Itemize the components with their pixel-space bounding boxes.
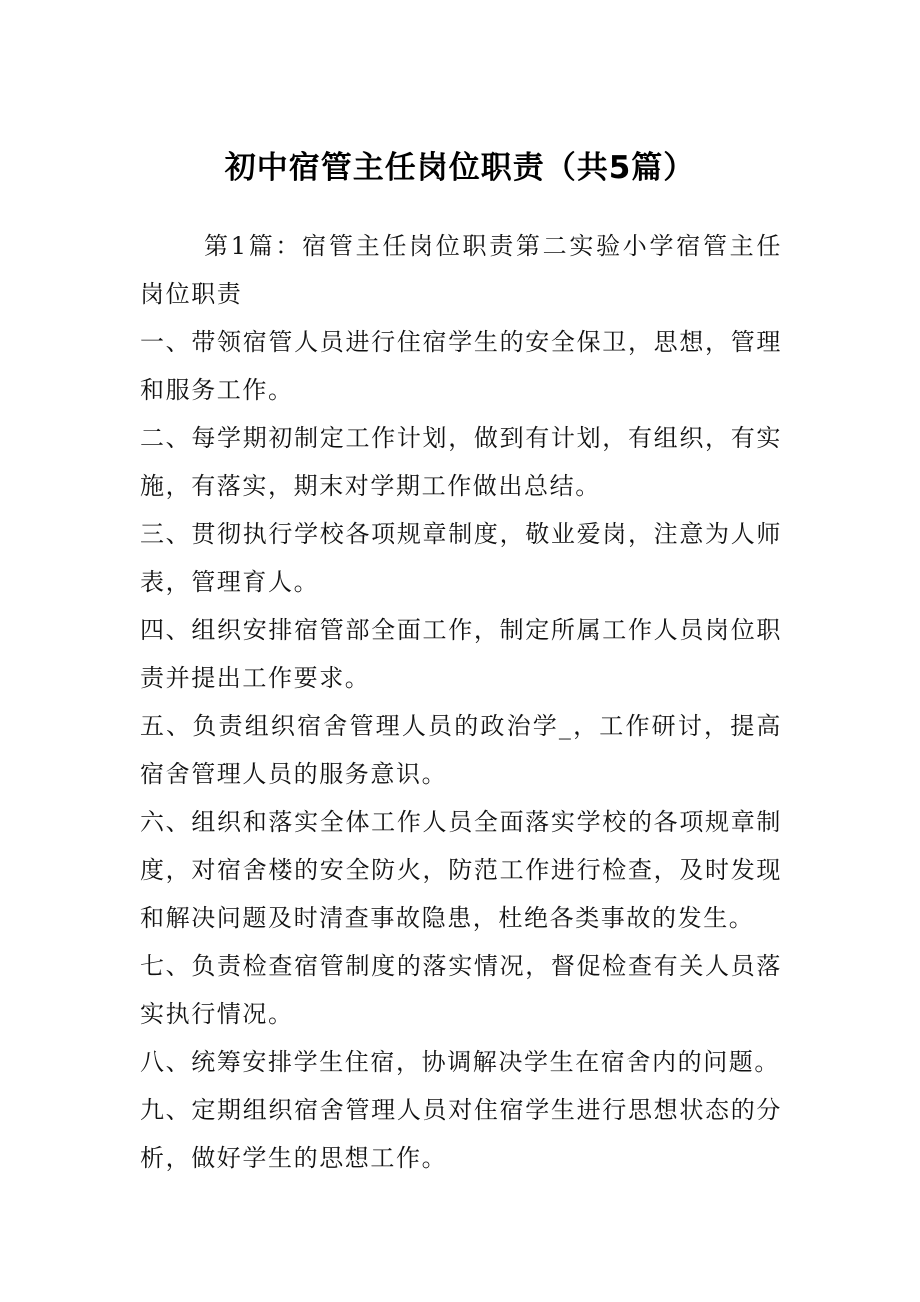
paragraph-item-1: 一、带领宿管人员进行住宿学生的安全保卫，思想，管理和服务工作。 (140, 328, 782, 404)
paragraph-item-9: 九、定期组织宿舍管理人员对住宿学生进行思想状态的分析，做好学生的思想工作。 (140, 1096, 782, 1172)
paragraph-item-5: 五、负责组织宿舍管理人员的政治学_，工作研讨，提高宿舍管理人员的服务意识。 (140, 712, 782, 788)
paragraph-item-8: 八、统筹安排学生住宿，协调解决学生在宿舍内的问题。 (140, 1048, 780, 1076)
paragraph-intro: 第1篇：宿管主任岗位职责第二实验小学宿管主任岗位职责 (140, 232, 782, 308)
document-title: 初中宿管主任岗位职责（共5篇） (224, 150, 696, 186)
paragraph-item-4: 四、组织安排宿管部全面工作，制定所属工作人员岗位职责并提出工作要求。 (140, 616, 782, 692)
paragraph-item-7: 七、负责检查宿管制度的落实情况，督促检查有关人员落实执行情况。 (140, 952, 782, 1028)
document-body (140, 222, 782, 1182)
paragraph-item-6: 六、组织和落实全体工作人员全面落实学校的各项规章制度，对宿舍楼的安全防火，防范工作进行检查，及时发现和解决问题及时清查事故隐患，杜绝各类事故的发生。 (140, 808, 782, 932)
paragraph-item-3: 三、贯彻执行学校各项规章制度，敬业爱岗，注意为人师表，管理育人。 (140, 520, 782, 596)
paragraph-item-2: 二、每学期初制定工作计划，做到有计划，有组织，有实施，有落实，期末对学期工作做出总结。 (140, 424, 782, 500)
